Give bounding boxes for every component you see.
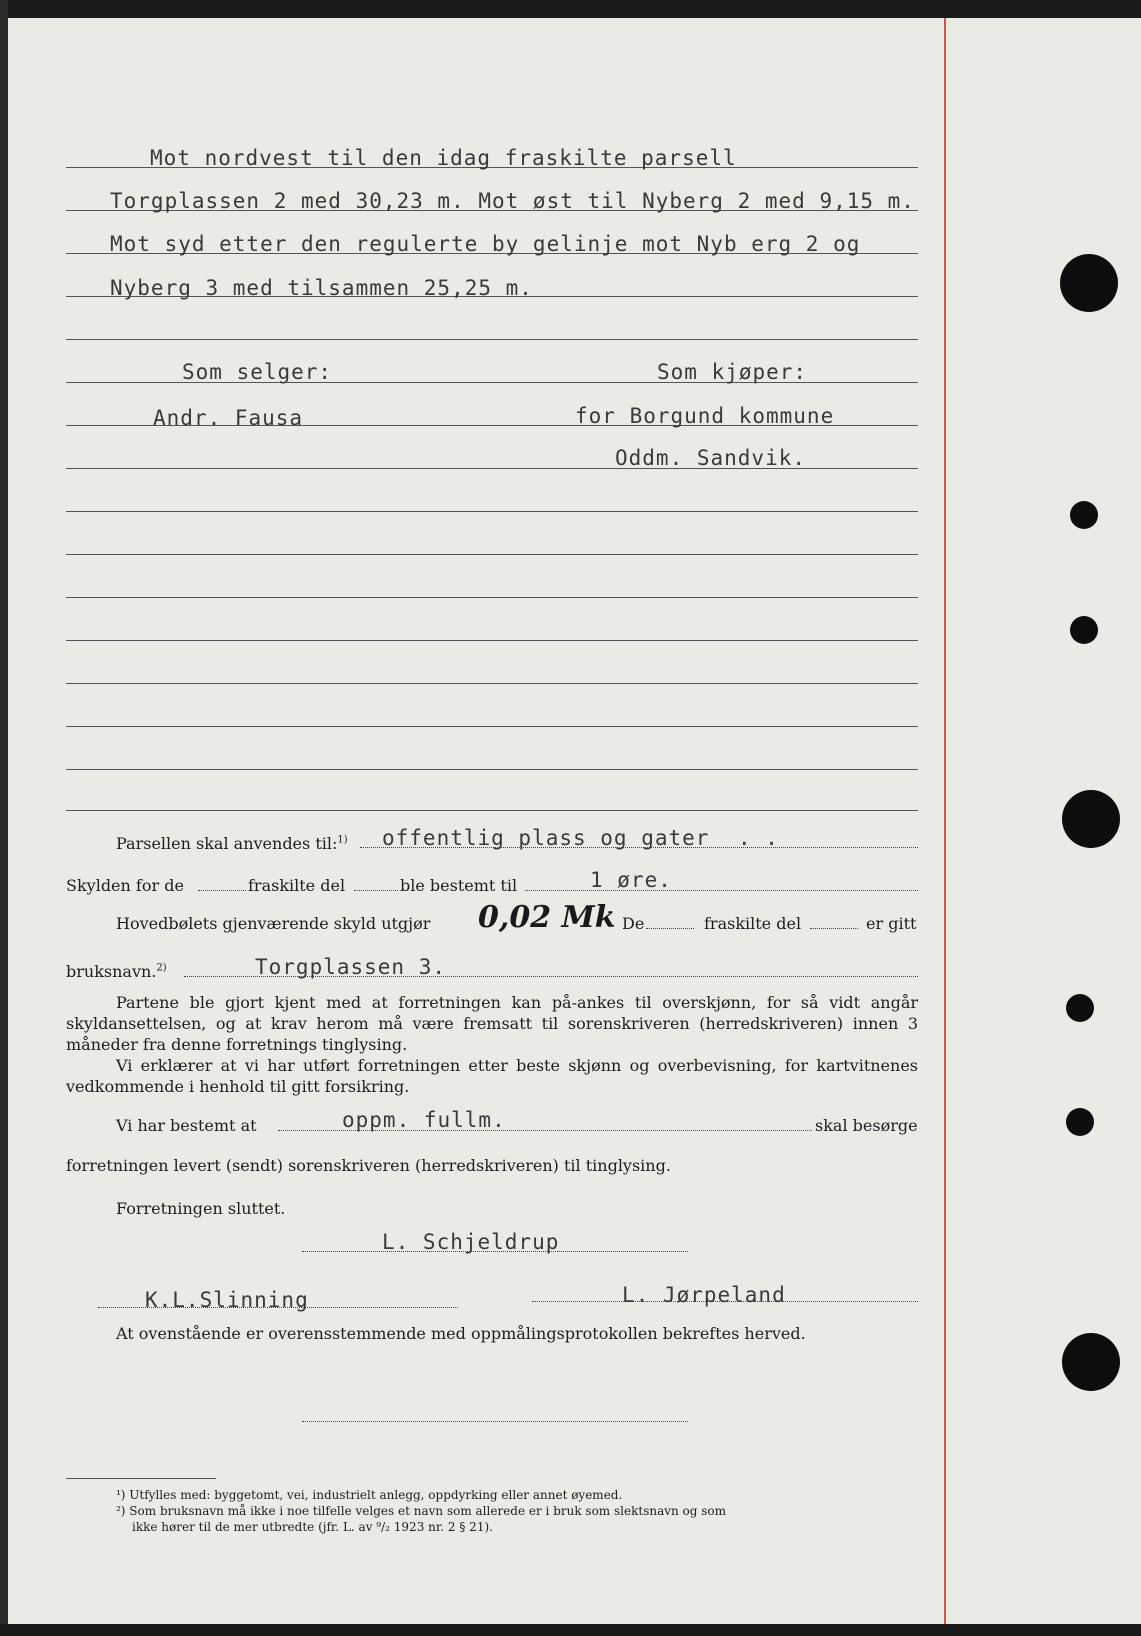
main-tax-label-1: Hovedbølets gjenværende skyld utgjør	[116, 914, 431, 933]
punch-hole	[1066, 1108, 1094, 1136]
confirmation-signature-line	[302, 1420, 688, 1422]
ruled-line	[66, 554, 918, 555]
tax-value: 1 øre.	[590, 868, 672, 892]
tax-dotted-3	[525, 889, 918, 891]
tax-label-1: Skylden for de	[66, 876, 184, 895]
main-tax-label-3: fraskilte del	[704, 914, 802, 933]
footnote-rule	[66, 1478, 216, 1479]
closing-text: Forretningen sluttet.	[116, 1199, 286, 1218]
punch-hole	[1070, 501, 1098, 529]
delivery-label-1: Vi har bestemt at	[116, 1116, 257, 1135]
delivery-label-2: skal besørge	[815, 1116, 918, 1135]
ruled-line	[66, 810, 918, 811]
signature-main: L. Schjeldrup	[382, 1230, 560, 1254]
remaining-tax-handwritten: 0,02 Mk	[478, 900, 616, 935]
typed-line-4: Nyberg 3 med tilsammen 25,25 m.	[110, 276, 533, 300]
buyer-label: Som kjøper:	[657, 360, 808, 384]
delivery-line-2: forretningen levert (sendt) sorenskriveren (herredskriveren) til tinglysing.	[66, 1156, 671, 1175]
typed-line-1: Mot nordvest til den idag fraskilte parsell	[150, 146, 737, 170]
buyer-municipality: for Borgund kommune	[575, 404, 835, 428]
punch-hole	[1062, 1333, 1120, 1391]
scan-border-bottom	[0, 1624, 1141, 1636]
ruled-line	[66, 726, 918, 727]
usage-label: Parsellen skal anvendes til:$^{1)}$	[116, 834, 348, 853]
tax-label-2: fraskilte del	[248, 876, 346, 895]
ruled-line	[66, 769, 918, 770]
footnote-2b: ikke hører til de mer utbredte (jfr. L. av ⁹/₂ 1923 nr. 2 § 21).	[132, 1520, 493, 1534]
tax-dotted-2	[354, 889, 398, 891]
farm-name-value: Torgplassen 3.	[255, 955, 447, 979]
main-tax-label-2: De	[622, 914, 645, 933]
delivery-value: oppm. fullm.	[342, 1108, 506, 1132]
punch-hole	[1070, 616, 1098, 644]
tax-label-3: ble bestemt til	[400, 876, 518, 895]
signature-left: K.L.Slinning	[145, 1288, 309, 1312]
ruled-line	[66, 683, 918, 684]
scan-border-left	[0, 0, 8, 1636]
typed-line-2: Torgplassen 2 med 30,23 m. Mot øst til Nyberg 2 med 9,15 m.	[110, 189, 915, 213]
tax-dotted-1	[198, 889, 246, 891]
declaration-paragraph: Vi erklærer at vi har utført forretningen etter beste skjønn og overbevisning, for kartvitnenes vedkommende i henhold til gitt forsikring.	[66, 1056, 918, 1096]
ruled-line	[66, 640, 918, 641]
main-tax-label-4: er gitt	[866, 914, 917, 933]
buyer-representative: Oddm. Sandvik.	[615, 446, 807, 470]
punch-hole	[1062, 790, 1120, 848]
punch-hole	[1060, 254, 1118, 312]
confirmation-text: At ovenstående er overensstemmende med oppmålingsprotokollen bekreftes herved.	[116, 1324, 806, 1343]
footnote-1: ¹) Utfylles med: byggetomt, vei, industrielt anlegg, oppdyrking eller annet øyemed.	[116, 1488, 623, 1502]
footnote-2a: ²) Som bruksnavn må ikke i noe tilfelle velges et navn som allerede er i bruk som slektsnavn og som	[116, 1504, 727, 1518]
ruled-line	[66, 597, 918, 598]
farm-name-label: bruksnavn.$^{2)}$	[66, 962, 167, 981]
signature-right: L. Jørpeland	[622, 1283, 786, 1307]
punch-hole	[1066, 994, 1094, 1022]
usage-trailing-dots: . .	[738, 826, 779, 850]
red-margin-line	[944, 18, 946, 1624]
usage-value: offentlig plass og gater	[382, 826, 710, 850]
seller-label: Som selger:	[182, 360, 333, 384]
main-tax-dotted-1	[646, 927, 694, 929]
ruled-line	[66, 511, 918, 512]
seller-name: Andr. Fausa	[153, 406, 304, 430]
appeal-paragraph: Partene ble gjort kjent med at forretningen kan på-ankes til overskjønn, for så vidt angår skyldansettelsen, og at krav herom må være fremsatt til sorenskriveren (herredskriveren) innen 3 måneder fra denne forretnings tinglysing.	[66, 993, 918, 1054]
main-tax-dotted-2	[810, 927, 858, 929]
typed-line-3: Mot syd etter den regulerte by gelinje mot Nyb erg 2 og	[110, 232, 861, 256]
ruled-line	[66, 339, 918, 340]
scan-border-top	[0, 0, 1141, 18]
